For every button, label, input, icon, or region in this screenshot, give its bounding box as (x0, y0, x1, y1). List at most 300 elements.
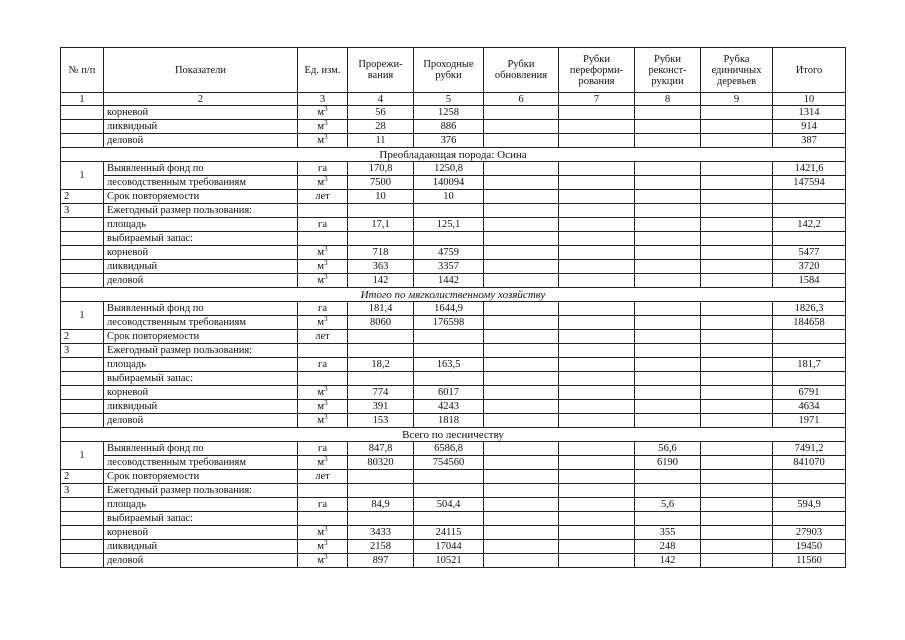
table-cell (484, 120, 559, 134)
section-title: Преобладающая порода: Осина (61, 148, 846, 162)
table-cell (484, 246, 559, 260)
table-cell (635, 330, 701, 344)
table-row (61, 316, 846, 330)
section-row (61, 148, 846, 162)
table-cell (559, 344, 635, 358)
column-header: Рубки реконст-рукции (635, 48, 701, 93)
table-cell (484, 218, 559, 232)
table-row (61, 204, 846, 218)
table-cell (559, 232, 635, 246)
table-cell (559, 526, 635, 540)
table-cell (484, 526, 559, 540)
table-cell: 5,6 (635, 498, 701, 512)
table-cell (559, 176, 635, 190)
table-cell (484, 302, 559, 316)
table-cell (701, 400, 773, 414)
table-cell: 1971 (773, 414, 846, 428)
table-row (61, 134, 846, 148)
column-number: 2 (104, 93, 298, 106)
table-body (61, 106, 846, 568)
row-label: лесоводственным требованиям (104, 176, 298, 190)
table-cell (298, 204, 348, 218)
table-cell (635, 344, 701, 358)
table-cell (701, 106, 773, 120)
table-cell (635, 190, 701, 204)
table-cell: 3 (61, 344, 104, 358)
table-cell (348, 344, 414, 358)
table-cell (484, 358, 559, 372)
table-cell (701, 470, 773, 484)
table-cell (559, 498, 635, 512)
table-cell (635, 106, 701, 120)
table-cell (559, 470, 635, 484)
table-row (61, 414, 846, 428)
table-cell (635, 414, 701, 428)
row-label: Выявленный фонд по (104, 162, 298, 176)
table-cell (559, 162, 635, 176)
table-cell: 363 (348, 260, 414, 274)
table-cell: $м^3$ (298, 414, 348, 428)
table-cell: 6791 (773, 386, 846, 400)
row-label: Выявленный фонд по (104, 302, 298, 316)
table-cell (701, 190, 773, 204)
column-number: 4 (348, 93, 414, 106)
table-cell: $м^3$ (298, 106, 348, 120)
table-cell: 391 (348, 400, 414, 414)
table-cell: 2 (61, 330, 104, 344)
table-cell: $м^3$ (298, 246, 348, 260)
table-cell (701, 414, 773, 428)
table-cell (484, 414, 559, 428)
section-row (61, 288, 846, 302)
table-cell (414, 204, 484, 218)
table-cell: 181,7 (773, 358, 846, 372)
row-unit: $м^3$ (298, 316, 348, 330)
table-cell (61, 386, 104, 400)
table-cell (348, 372, 414, 386)
table-cell: Срок повторяемости (104, 330, 298, 344)
table-cell: 1584 (773, 274, 846, 288)
forest-use-table (60, 47, 846, 568)
row-label: лесоводственным требованиям (104, 316, 298, 330)
table-row (61, 232, 846, 246)
table-cell: $м^3$ (298, 540, 348, 554)
table-cell (414, 470, 484, 484)
section-title: Всего по лесничеству (61, 428, 846, 442)
column-header: Итого (773, 48, 846, 93)
table-cell (701, 372, 773, 386)
table-row (61, 498, 846, 512)
table-cell: 125,1 (414, 218, 484, 232)
table-cell: 11 (348, 134, 414, 148)
table-cell: корневой (104, 246, 298, 260)
table-cell (635, 372, 701, 386)
table-cell (414, 232, 484, 246)
table-cell: 3433 (348, 526, 414, 540)
column-header: Рубка единичных деревьев (701, 48, 773, 93)
table-cell: 6190 (635, 456, 701, 470)
table-cell (635, 274, 701, 288)
table-cell: 504,4 (414, 498, 484, 512)
table-cell: 170,8 (348, 162, 414, 176)
table-cell (559, 512, 635, 526)
column-header: Показатели (104, 48, 298, 93)
table-cell: ликвидный (104, 260, 298, 274)
table-row (61, 274, 846, 288)
table-cell: 142,2 (773, 218, 846, 232)
table-cell: 80320 (348, 456, 414, 470)
table-row (61, 176, 846, 190)
table-cell (484, 400, 559, 414)
table-cell: 847,8 (348, 442, 414, 456)
table-cell: $м^3$ (298, 400, 348, 414)
table-cell (773, 204, 846, 218)
row-unit: га (298, 302, 348, 316)
table-cell: 1314 (773, 106, 846, 120)
table-cell (701, 484, 773, 498)
table-cell (773, 512, 846, 526)
table-cell (635, 484, 701, 498)
table-cell (701, 554, 773, 568)
table-cell (559, 554, 635, 568)
table-cell (559, 386, 635, 400)
column-number: 5 (414, 93, 484, 106)
table-cell: 181,4 (348, 302, 414, 316)
table-cell: 387 (773, 134, 846, 148)
table-cell: $м^3$ (298, 134, 348, 148)
table-cell (484, 498, 559, 512)
table-cell: 17044 (414, 540, 484, 554)
table-cell (348, 470, 414, 484)
table-row (61, 330, 846, 344)
table-cell (701, 120, 773, 134)
table-row (61, 106, 846, 120)
table-cell: га (298, 358, 348, 372)
table-cell (773, 344, 846, 358)
table-cell (559, 274, 635, 288)
table-cell: деловой (104, 414, 298, 428)
table-cell: 7500 (348, 176, 414, 190)
table-row (61, 484, 846, 498)
table-cell (559, 484, 635, 498)
row-unit: $м^3$ (298, 456, 348, 470)
table-cell (348, 484, 414, 498)
table-cell (61, 400, 104, 414)
table-cell (484, 162, 559, 176)
table-cell (414, 344, 484, 358)
table-cell: 2 (61, 190, 104, 204)
table-cell (635, 162, 701, 176)
table-cell (773, 470, 846, 484)
table-cell (559, 120, 635, 134)
table-row (61, 526, 846, 540)
row-number: 1 (61, 302, 104, 330)
table-cell: лет (298, 190, 348, 204)
table-cell: 2 (61, 470, 104, 484)
table-cell: 3 (61, 204, 104, 218)
table-cell (635, 302, 701, 316)
table-cell: 3357 (414, 260, 484, 274)
table-cell (484, 190, 559, 204)
table-cell (701, 330, 773, 344)
table-cell (701, 204, 773, 218)
table-row (61, 400, 846, 414)
table-cell (559, 442, 635, 456)
row-label: Выявленный фонд по (104, 442, 298, 456)
table-cell (348, 204, 414, 218)
table-cell (484, 274, 559, 288)
table-cell: 153 (348, 414, 414, 428)
table-cell: 8060 (348, 316, 414, 330)
table-cell: 3720 (773, 260, 846, 274)
column-number: 1 (61, 93, 104, 106)
table-cell (701, 540, 773, 554)
table-cell (701, 274, 773, 288)
table-cell: Ежегодный размер пользования: (104, 204, 298, 218)
table-row (61, 190, 846, 204)
table-cell: 2158 (348, 540, 414, 554)
table-cell (484, 134, 559, 148)
table-cell: 142 (348, 274, 414, 288)
table-cell (61, 358, 104, 372)
table-cell (484, 484, 559, 498)
table-cell (701, 302, 773, 316)
table-cell: лет (298, 470, 348, 484)
table-row (61, 162, 846, 176)
table-cell: 10 (348, 190, 414, 204)
table-cell: $м^3$ (298, 386, 348, 400)
table-cell (61, 554, 104, 568)
table-cell (701, 456, 773, 470)
table-cell (773, 190, 846, 204)
table-cell (559, 190, 635, 204)
column-number: 10 (773, 93, 846, 106)
table-cell (484, 554, 559, 568)
table-cell (348, 232, 414, 246)
table-cell (635, 218, 701, 232)
table-cell (484, 330, 559, 344)
table-cell: 142 (635, 554, 701, 568)
table-cell (559, 540, 635, 554)
table-cell (635, 120, 701, 134)
table-cell: $м^3$ (298, 274, 348, 288)
table-cell (559, 218, 635, 232)
table-cell: $м^3$ (298, 554, 348, 568)
table-cell (701, 316, 773, 330)
table-cell: 28 (348, 120, 414, 134)
table-cell: корневой (104, 526, 298, 540)
table-cell: корневой (104, 386, 298, 400)
table-cell: 897 (348, 554, 414, 568)
table-cell (559, 330, 635, 344)
table-cell: 718 (348, 246, 414, 260)
column-number-row (61, 93, 846, 106)
section-row (61, 428, 846, 442)
table-cell (559, 316, 635, 330)
table-cell (61, 218, 104, 232)
table-cell (701, 232, 773, 246)
table-cell (484, 260, 559, 274)
table-cell: ликвидный (104, 400, 298, 414)
table-cell: 6017 (414, 386, 484, 400)
table-cell: 1421,6 (773, 162, 846, 176)
table-cell (701, 358, 773, 372)
table-row (61, 540, 846, 554)
table-row (61, 120, 846, 134)
table-cell (773, 330, 846, 344)
table-cell: 84,9 (348, 498, 414, 512)
table-cell: 7491,2 (773, 442, 846, 456)
table-cell: 248 (635, 540, 701, 554)
table-cell: 24115 (414, 526, 484, 540)
table-cell: 376 (414, 134, 484, 148)
table-cell: 4759 (414, 246, 484, 260)
table-cell: 355 (635, 526, 701, 540)
table-cell (61, 414, 104, 428)
table-cell (701, 526, 773, 540)
table-cell: 147594 (773, 176, 846, 190)
column-header: Рубки обновления (484, 48, 559, 93)
table-cell: 163,5 (414, 358, 484, 372)
table-cell: выбираемый запас: (104, 372, 298, 386)
row-label: лесоводственным требованиям (104, 456, 298, 470)
table-cell: лет (298, 330, 348, 344)
table-cell (635, 134, 701, 148)
table-cell (61, 120, 104, 134)
column-number: 8 (635, 93, 701, 106)
table-cell: 594,9 (773, 498, 846, 512)
table-cell (484, 470, 559, 484)
table-cell (773, 484, 846, 498)
table-cell: 4634 (773, 400, 846, 414)
table-cell: 1258 (414, 106, 484, 120)
table-row (61, 344, 846, 358)
table-cell: 56 (348, 106, 414, 120)
column-header: Прорежи-вания (348, 48, 414, 93)
table-cell: 140094 (414, 176, 484, 190)
table-cell (559, 302, 635, 316)
table-cell: 1250,8 (414, 162, 484, 176)
table-cell (414, 484, 484, 498)
table-cell: Срок повторяемости (104, 190, 298, 204)
table-cell: 1644,9 (414, 302, 484, 316)
table-cell (635, 232, 701, 246)
table-cell (484, 512, 559, 526)
row-unit: га (298, 162, 348, 176)
table-cell (559, 106, 635, 120)
table-cell: 1442 (414, 274, 484, 288)
table-cell: корневой (104, 106, 298, 120)
table-cell (559, 372, 635, 386)
row-number: 1 (61, 442, 104, 470)
table-cell (414, 512, 484, 526)
column-number: 3 (298, 93, 348, 106)
row-unit: га (298, 442, 348, 456)
table-cell (701, 386, 773, 400)
table-cell (635, 260, 701, 274)
table-cell (635, 176, 701, 190)
row-number: 1 (61, 162, 104, 190)
table-cell (635, 358, 701, 372)
table-cell: 5477 (773, 246, 846, 260)
table-cell (635, 470, 701, 484)
table-cell: выбираемый запас: (104, 232, 298, 246)
table-cell: площадь (104, 358, 298, 372)
table-cell (635, 400, 701, 414)
section-title: Итого по мягколиственному хозяйству (61, 288, 846, 302)
table-cell (61, 372, 104, 386)
table-cell: Срок повторяемости (104, 470, 298, 484)
table-cell (701, 134, 773, 148)
table-cell (559, 456, 635, 470)
table-cell: Ежегодный размер пользования: (104, 484, 298, 498)
table-cell (484, 232, 559, 246)
table-cell: 11560 (773, 554, 846, 568)
table-cell (701, 218, 773, 232)
table-cell (298, 484, 348, 498)
table-cell (635, 316, 701, 330)
table-row (61, 260, 846, 274)
column-header: Рубки переформи-рования (559, 48, 635, 93)
table-cell: 184658 (773, 316, 846, 330)
table-cell (701, 260, 773, 274)
table-cell: $м^3$ (298, 260, 348, 274)
table-cell: 10 (414, 190, 484, 204)
table-cell (635, 386, 701, 400)
table-cell (484, 540, 559, 554)
table-cell: 886 (414, 120, 484, 134)
table-cell (559, 400, 635, 414)
table-cell: выбираемый запас: (104, 512, 298, 526)
table-cell (484, 456, 559, 470)
table-row (61, 512, 846, 526)
table-row (61, 302, 846, 316)
table-cell: ликвидный (104, 120, 298, 134)
table-row (61, 456, 846, 470)
table-row (61, 554, 846, 568)
table-cell (484, 344, 559, 358)
column-number: 9 (701, 93, 773, 106)
table-cell (635, 512, 701, 526)
table-row (61, 386, 846, 400)
table-cell (61, 134, 104, 148)
table-cell: 914 (773, 120, 846, 134)
table-cell: 176598 (414, 316, 484, 330)
table-cell (773, 372, 846, 386)
table-cell (298, 344, 348, 358)
table-cell (61, 498, 104, 512)
table-cell: 6586,8 (414, 442, 484, 456)
table-cell (61, 260, 104, 274)
table-cell (559, 204, 635, 218)
table-cell (61, 512, 104, 526)
column-header: Проходные рубки (414, 48, 484, 93)
header-row (61, 48, 846, 93)
table-cell: деловой (104, 134, 298, 148)
table-cell: 18,2 (348, 358, 414, 372)
table-row (61, 372, 846, 386)
table-cell (61, 246, 104, 260)
table-cell (701, 162, 773, 176)
table-cell: 19450 (773, 540, 846, 554)
column-number: 7 (559, 93, 635, 106)
table-cell: 17,1 (348, 218, 414, 232)
table-cell: 4243 (414, 400, 484, 414)
table-cell: 3 (61, 484, 104, 498)
table-row (61, 442, 846, 456)
table-cell (61, 274, 104, 288)
table-cell: 1826,3 (773, 302, 846, 316)
